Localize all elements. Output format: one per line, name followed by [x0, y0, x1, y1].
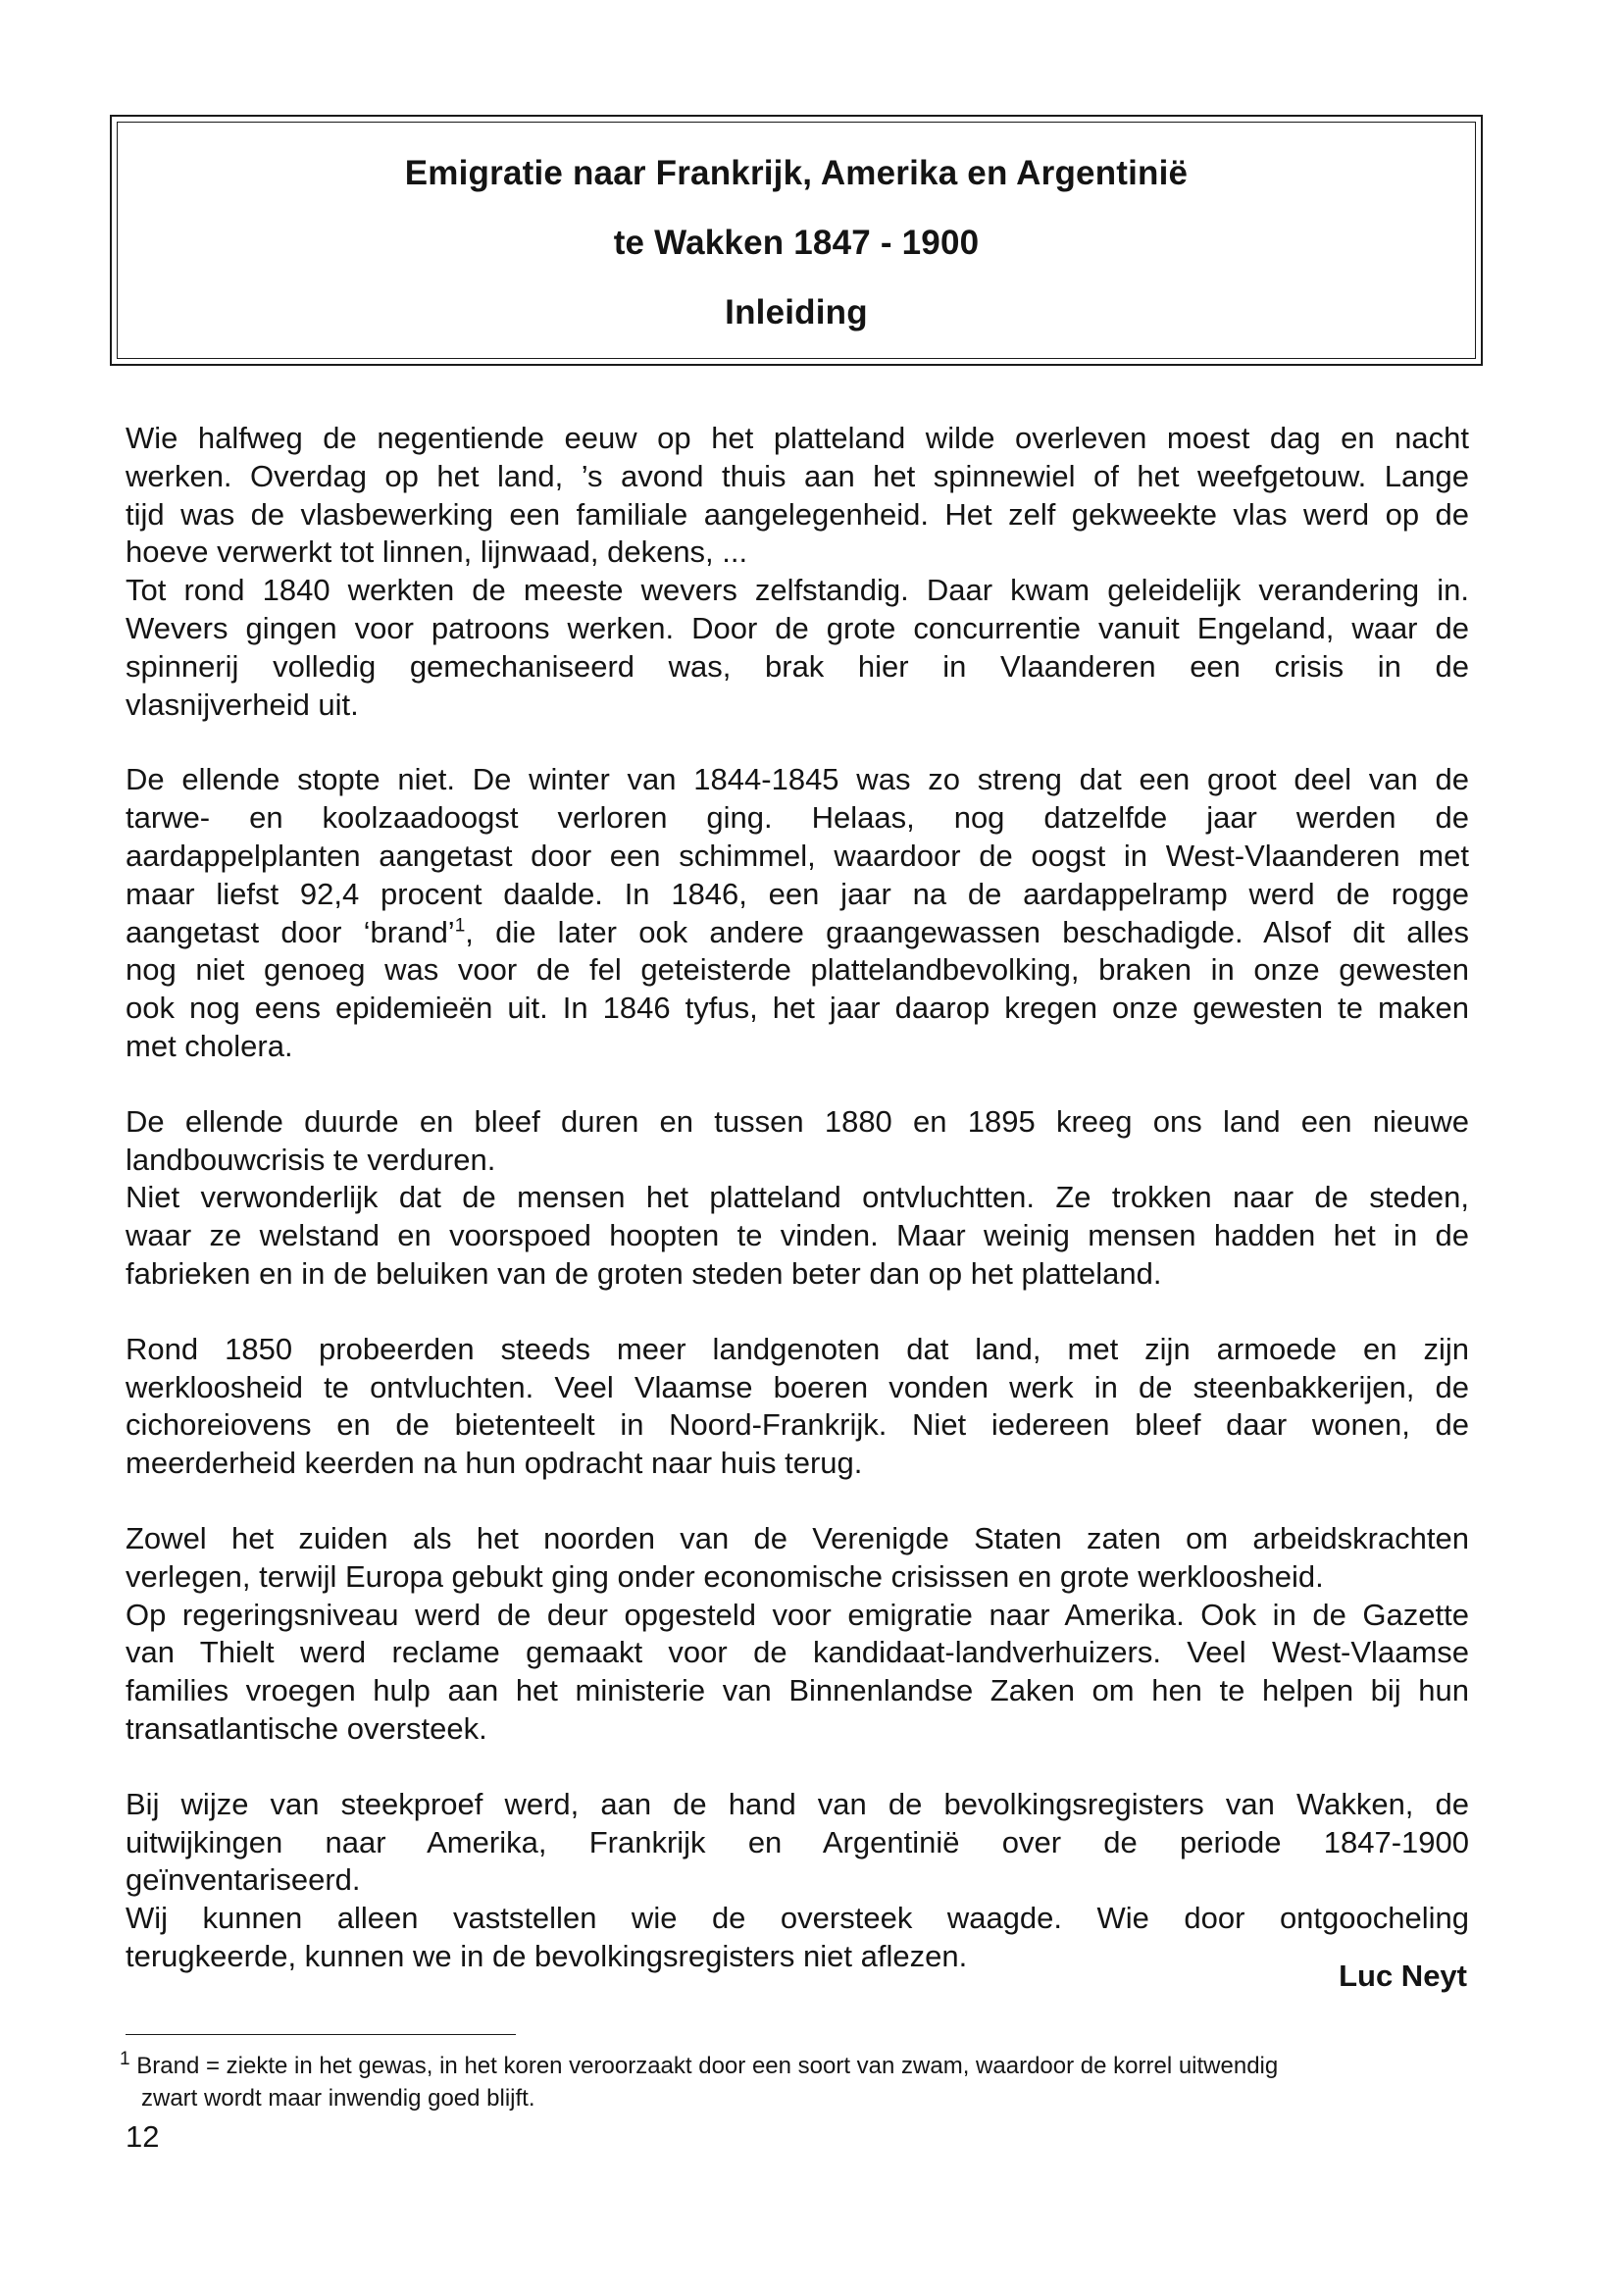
footnote	[120, 2050, 1473, 2114]
author-signature: Luc Neyt	[1339, 1959, 1467, 1993]
paragraph-5	[126, 1520, 1469, 1597]
text-line: verlegen, terwijl Europa gebukt ging onder economische crisissen en grote werkloosheid.	[126, 1558, 1324, 1594]
text-line: Bij wijze van steekproef werd, aan de hand van de bevolkingsregisters van Wakken, de	[126, 1786, 1469, 1821]
text-line: landbouwcrisis te verduren.	[126, 1142, 496, 1177]
text-line: waar ze welstand en voorspoed hoopten te vinden. Maar weinig mensen hadden het in de	[126, 1218, 1469, 1253]
paragraph-3b	[126, 1179, 1469, 1293]
text-line: tarwe- en koolzaadoogst verloren ging. Helaas, nog datzelfde jaar werden de	[126, 800, 1469, 836]
footnote-mark: 1	[120, 2049, 130, 2069]
footnote-text: Brand = ziekte in het gewas, in het koren veroorzaakt door een soort van zwam, waardoor de korrel uitwendig	[136, 2053, 1279, 2079]
text-line: cichoreiovens en de bietenteelt in Noord-Frankrijk. Niet iedereen bleef daar wonen, de	[126, 1407, 1469, 1443]
text-line: maar liefst 92,4 procent daalde. In 1846, een jaar na de aardappelramp werd de rogge	[126, 876, 1469, 911]
text-line: hoeve verwerkt tot linnen, lijnwaad, dekens, ...	[126, 535, 748, 570]
text-line: Rond 1850 probeerden steeds meer landgenoten dat land, met zijn armoede en zijn	[126, 1331, 1469, 1366]
text-line: uitwijkingen naar Amerika, Frankrijk en Argentinië over de periode 1847-1900	[126, 1824, 1469, 1859]
text-line: Wevers gingen voor patroons werken. Door de grote concurrentie vanuit Engeland, waar de	[126, 610, 1469, 645]
text-line: transatlantische oversteek.	[126, 1710, 487, 1746]
text-line: terugkeerde, kunnen we in de bevolkingsregisters niet aflezen.	[126, 1938, 968, 1973]
paragraph-1	[126, 420, 1469, 572]
footnote-line: zwart wordt maar inwendig goed blijft.	[141, 2085, 535, 2112]
text-line: aardappelplanten aangetast door een schimmel, waardoor de oogst in West-Vlaanderen met	[126, 838, 1469, 873]
text-line: vlasnijverheid uit.	[126, 687, 359, 722]
paragraph-6	[126, 1786, 1469, 1900]
text-line: De ellende duurde en bleef duren en tussen 1880 en 1895 kreeg ons land een nieuwe	[126, 1103, 1469, 1139]
text-line: ook nog eens epidemieën uit. In 1846 tyfus, het jaar daarop kregen onze gewesten te maken	[126, 991, 1469, 1026]
text-fragment: , die later ook andere graangewassen beschadigde. Alsof dit alles	[465, 914, 1469, 949]
page-title: Emigratie naar Frankrijk, Amerika en Argentinië	[404, 154, 1189, 192]
text-line: van Thielt werd reclame gemaakt voor de kandidaat-landverhuizers. Veel West-Vlaamse	[126, 1635, 1469, 1670]
paragraph-1b	[126, 572, 1469, 724]
text-line: werkloosheid te ontvluchten. Veel Vlaamse boeren vonden werk in de steenbakkerijen, de	[126, 1369, 1469, 1404]
title-box	[110, 115, 1483, 366]
text-line: spinnerij volledig gemechaniseerd was, brak hier in Vlaanderen een crisis in de	[126, 648, 1469, 684]
paragraph-2	[126, 761, 1469, 1065]
text-line-with-footnote	[126, 914, 1469, 952]
text-line: tijd was de vlasbewerking een familiale aangelegenheid. Het zelf gekweekte vlas werd op de	[126, 496, 1469, 532]
text-line: werken. Overdag op het land, ’s avond thuis aan het spinnewiel of het weefgetouw. Lange	[126, 458, 1469, 493]
text-line: families vroegen hulp aan het ministerie van Binnenlandse Zaken om hen te helpen bij hun	[126, 1673, 1469, 1708]
text-line: met cholera.	[126, 1028, 293, 1063]
paragraph-5b	[126, 1597, 1469, 1749]
text-line: fabrieken en in de beluiken van de groten steden beter dan op het platteland.	[126, 1255, 1162, 1291]
text-line: Zowel het zuiden als het noorden van de Verenigde Staten zaten om arbeidskrachten	[126, 1520, 1469, 1555]
text-line: Wie halfweg de negentiende eeuw op het platteland wilde overleven moest dag en nacht	[126, 421, 1469, 455]
page-subtitle: te Wakken 1847 - 1900	[613, 224, 980, 262]
paragraph-3	[126, 1103, 1469, 1180]
footnote-divider	[126, 2034, 516, 2035]
text-line: Tot rond 1840 werkten de meeste wevers zelfstandig. Daar kwam geleidelijk verandering in.	[126, 573, 1469, 608]
paragraph-6b	[126, 1900, 1469, 1976]
text-line: Op regeringsniveau werd de deur opgesteld voor emigratie naar Amerika. Ook in de Gazette	[126, 1597, 1469, 1632]
text-line: Wij kunnen alleen vaststellen wie de oversteek waagde. Wie door ontgoocheling	[126, 1901, 1469, 1936]
section-heading: Inleiding	[725, 293, 868, 331]
footnote-reference: 1	[454, 915, 466, 937]
text-line: meerderheid keerden na hun opdracht naar huis terug.	[126, 1446, 863, 1481]
paragraph-4	[126, 1331, 1469, 1483]
text-fragment: aangetast door ‘brand’	[126, 914, 455, 949]
text-line: Niet verwonderlijk dat de mensen het platteland ontvluchtten. Ze trokken naar de steden,	[126, 1180, 1469, 1215]
text-line: nog niet genoeg was voor de fel geteisterde plattelandbevolking, braken in onze gewesten	[126, 952, 1469, 988]
footnote-line	[120, 2050, 1473, 2082]
text-line: De ellende stopte niet. De winter van 1844-1845 was zo streng dat een groot deel van de	[126, 762, 1469, 797]
text-line: geïnventariseerd.	[126, 1862, 361, 1898]
page-number: 12	[126, 2119, 160, 2154]
body-text	[126, 420, 1469, 1976]
